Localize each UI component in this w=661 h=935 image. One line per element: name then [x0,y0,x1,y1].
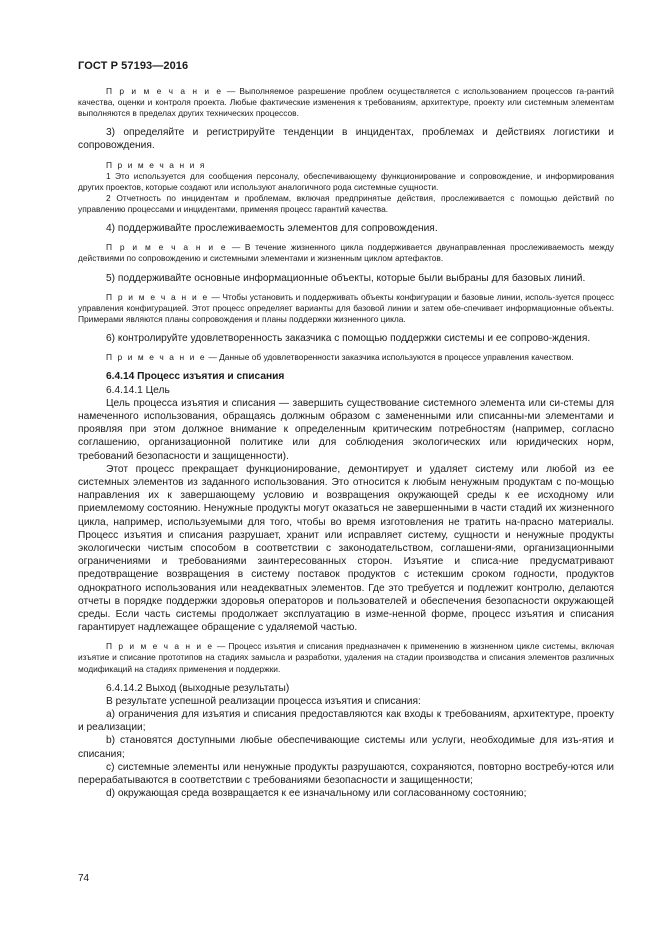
note-traceability [78,242,614,264]
note-text: — Выполняемое разрешение проблем осуществляется с использованием процессов га-рантий качества, оценки и контроля проекта. Любые фактические изменения к требованиям, архитектуре, проекту или системным элементам выполняются в пределах других технических процессов. [78,86,614,119]
paragraph-process: Этот процесс прекращает функционирование, демонтирует и удаляет систему или любой из ее системных элементов из заданного использования. Это относится к любым ненужным продуктам с по-мощью направления их к завершающему условию и возвращения окружающей среды к ее исходному или приемлемому состоянию. Ненужные продукты могут оказаться не завершенными в части стадий их жизненного цикла, например, используемыми для того, чтобы во время изготовления не тратить на-прасно материалы. Процесс изъятия и списания разрушает, хранит или исправляет систему, сущности и ненужные продукты экологически чистым способом в соответствии с законодательством, соглашени-ями, организационными ограничениями и требованиями заинтересованных сторон. Изъятие и списа-ние предусматривают предотвращение возвращения в систему поставок продуктов с истекшим сроком годности, продуктов однократного использования или неадекватных элементов. Где это требуется и подлежит контролю, делаются отчеты в порядке поддержки здоровья операторов и пользователей и обеспечения безопасности окружающей среды. Если часть системы продолжает эксплуатацию в изме-ненной форме, процесс изъятия и списания гарантирует надлежащее обращение с удаляемой частью. [78,463,614,634]
note-configuration [78,292,614,325]
note-disposal [78,641,614,674]
list-item-6: 6) контролируйте удовлетворенность заказчика с помощью поддержки системы и ее сопрово-ждения. [106,333,591,345]
subsection-heading-outcomes: 6.4.14.2 Выход (выходные результаты) [106,682,290,694]
list-item-4: 4) поддерживайте прослеживаемость элементов для сопровождения. [106,223,438,235]
note-text: — Процесс изъятия и списания предназначен к применению в жизненном цикле системы, включая изъятие и списание прототипов на стадиях замысла и разработки, удаления на стадии производства и списания элементов различных модификаций на стадиях применения и поддержки. [78,641,614,674]
note-text: — Чтобы установить и поддерживать объекты конфигурации и базовые линии, исполь-зуется процесс управления конфигурацией. Этот процесс определяет варианты для базовой линии и затем обе-спечивает информационные объекты. Примерами являются планы сопровождения и планы поддержки жизненного цикла. [78,291,614,324]
paragraph-outcomes-intro: В результате успешной реализации процесса изъятия и списания: [106,695,421,707]
list-item-3: 3) определяйте и регистрируйте тенденции в инцидентах, проблемах и действиях логистики и сопровождения. [78,127,614,152]
notes-label: П р и м е ч а н и я [106,159,206,170]
outcome-item-a: а) ограничения для изъятия и списания предоставляются как входы к требованиям, архитектуре, проекту и реализации; [78,709,614,734]
subsection-heading-purpose: 6.4.14.1 Цель [106,384,170,396]
page-number: 74 [78,873,90,884]
section-heading: 6.4.14 Процесс изъятия и списания [106,371,285,383]
outcome-item-d: d) окружающая среда возвращается к ее изначальному или согласованному состоянию; [106,788,527,800]
document-body [78,86,614,801]
note-label: П р и м е ч а н и е [106,352,207,363]
note-text: — Данные об удовлетворенности заказчика используются в процессе управления качеством. [208,352,574,363]
paragraph-purpose: Цель процесса изъятия и списания — завершить существование системного элемента или си-стемы для намеченного использования, обращаясь должным образом с замененными или списанны-ми элементами и проявляя при этом должное внимание к определенным критическим потребностям (например, согласно соглашению, организационной политике или для соблюдения экологических или юридических норм, требований безопасности и защищенности). [78,397,614,462]
note-text: — В течение жизненного цикла поддерживается двунаправленная прослеживаемость между действиями по сопровождению и системными элементами и жизненным циклом артефактов. [78,242,614,264]
note-customer-satisfaction [78,352,614,363]
note-problem-resolution [78,86,614,119]
outcome-item-c: c) системные элементы или ненужные продукты разрушаются, сохраняются, повторно востребу-ются или перерабатываются в соответствии с требованиями безопасности и защищенности; [78,761,614,787]
note-label: П р и м е ч а н и е [106,242,228,253]
note-label: П р и м е ч а н и е [106,291,209,302]
note-label: П р и м е ч а н и е [106,641,214,652]
outcome-item-b: b) становятся доступными любые обеспечивающие системы или услуги, необходимые для изъ-ятия и списания; [78,735,614,760]
note-item-2: 2 Отчетность по инцидентам и проблемам, включая предпринятые действия, прослеживается с помощью действий по управлению процессами и инцидентами, применяя процесс гарантий качества. [78,192,614,215]
note-item-1: 1 Это используется для сообщения персоналу, обеспечивающему функционирование и сопровождение, и информирования других проектов, которые создают или используют аналогичного рода системные сущности. [78,170,614,192]
document-header: ГОСТ Р 57193—2016 [78,60,189,72]
list-item-5: 5) поддерживайте основные информационные объекты, которые были выбраны для базовых линий. [106,272,586,284]
note-label: П р и м е ч а н и е [106,86,223,96]
